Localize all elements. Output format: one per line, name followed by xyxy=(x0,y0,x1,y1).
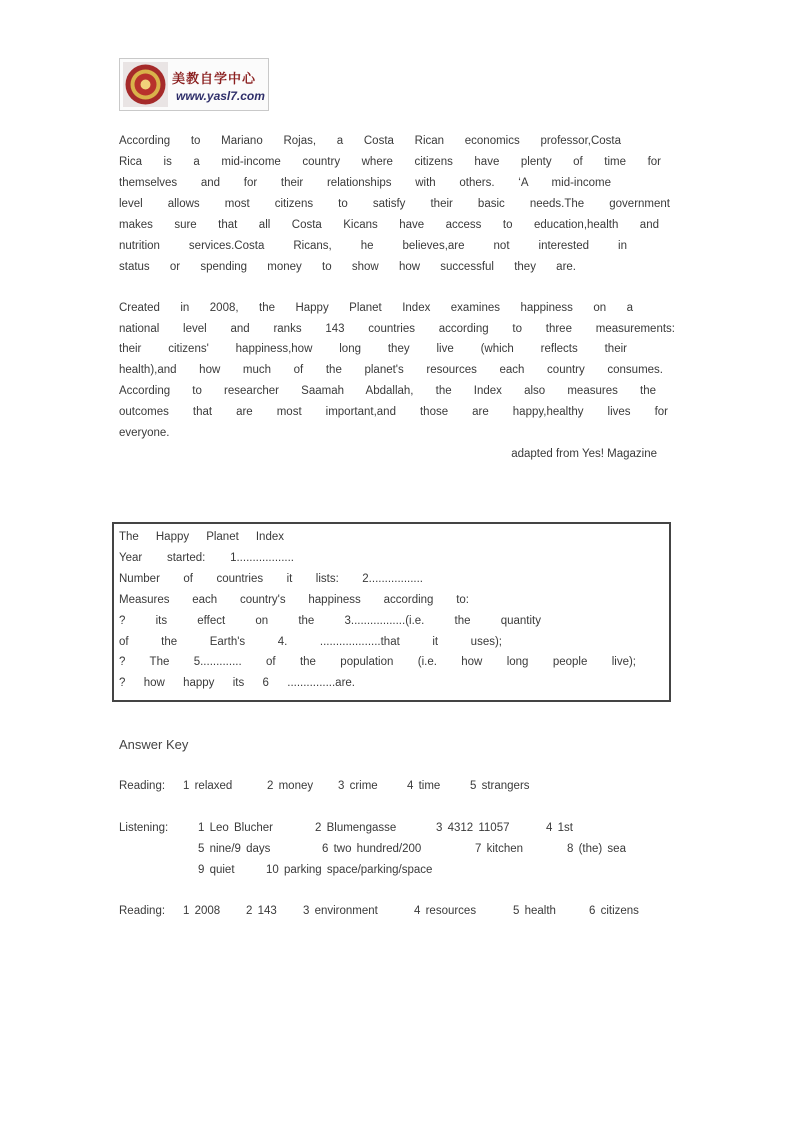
answer-key-heading: Answer Key xyxy=(119,737,189,752)
answer-item: 4 1st xyxy=(546,822,573,834)
passage-line: Created in 2008, the Happy Planet Index examines happiness on a xyxy=(119,302,633,314)
passage-line: health),and how much of the planet's resources each country consumes. xyxy=(119,364,663,376)
source-credit: adapted from Yes! Magazine xyxy=(511,448,657,460)
answer-item: 6 two hundred/200 xyxy=(322,843,422,855)
logo-chinese-text: 美教自学中心 xyxy=(172,72,257,87)
answer-label: Reading: xyxy=(119,905,166,917)
answer-item: 2 Blumengasse xyxy=(315,822,397,834)
answer-label: Reading: xyxy=(119,780,166,792)
answer-item: 2 143 xyxy=(246,905,277,917)
answer-item: 4 time xyxy=(407,780,441,792)
answer-item: 7 kitchen xyxy=(475,843,524,855)
passage-line: status or spending money to show how successful they are. xyxy=(119,261,576,273)
box-line: of the Earth's 4. ...................that it uses); xyxy=(119,636,502,648)
answer-item: 4 resources xyxy=(414,905,477,917)
answer-item: 5 strangers xyxy=(470,780,530,792)
box-line: ? The 5............. of the population (i.e. how long people live); xyxy=(119,656,636,668)
passage-line: nutrition services.Costa Ricans, he believes,are not interested in xyxy=(119,240,627,252)
answer-row-listening-1 xyxy=(119,818,573,839)
answer-item: 2 money xyxy=(267,780,314,792)
box-line: ? how happy its 6 ...............are. xyxy=(119,677,355,689)
answer-item: 1 2008 xyxy=(183,905,221,917)
passage-line: Rica is a mid-income country where citizens have plenty of time for xyxy=(119,156,661,168)
passage-line: themselves and for their relationships with others. ‘A mid-income xyxy=(119,177,611,189)
passage-line: everyone. xyxy=(119,427,170,439)
answer-item: 8 (the) sea xyxy=(567,843,626,855)
answer-item: 3 crime xyxy=(338,780,378,792)
box-title: The Happy Planet Index xyxy=(119,531,284,543)
passage-line: level allows most citizens to satisfy their basic needs.The government xyxy=(119,198,670,210)
answer-item: 5 nine/9 days xyxy=(198,843,271,855)
answer-label: Listening: xyxy=(119,822,169,834)
answer-item: 10 parking space/parking/space xyxy=(266,864,433,876)
passage-line: their citizens' happiness,how long they live (which reflects their xyxy=(119,343,627,355)
logo-url: www.yasl7.com xyxy=(176,89,265,103)
passage-line: outcomes that are most important,and those are happy,healthy lives for xyxy=(119,406,668,418)
seal-icon xyxy=(123,62,168,107)
box-line: Measures each country's happiness according to: xyxy=(119,594,469,606)
passage-line: national level and ranks 143 countries according to three measurements: xyxy=(119,323,675,335)
answer-item: 1 relaxed xyxy=(183,780,233,792)
answer-item: 3 4312 11057 xyxy=(436,822,510,834)
answer-item: 1 Leo Blucher xyxy=(198,822,273,834)
answer-row-reading-2 xyxy=(119,901,639,922)
answer-item: 5 health xyxy=(513,905,556,917)
answer-item: 6 citizens xyxy=(589,905,639,917)
answer-item: 9 quiet xyxy=(198,864,235,876)
answer-row-listening-3 xyxy=(198,860,432,881)
answer-row-listening-2 xyxy=(198,839,626,860)
box-line: Number of countries it lists: 2................. xyxy=(119,573,423,585)
box-line: Year started: 1.................. xyxy=(119,552,294,564)
box-line: ? its effect on the 3.................(i.e. the quantity xyxy=(119,615,541,627)
logo xyxy=(119,58,269,111)
answer-row-reading-1 xyxy=(119,776,530,797)
passage-line: According to Mariano Rojas, a Costa Rican economics professor,Costa xyxy=(119,135,621,147)
passage-line: According to researcher Saamah Abdallah, the Index also measures the xyxy=(119,385,656,397)
answer-item: 3 environment xyxy=(303,905,378,917)
passage-line: makes sure that all Costa Kicans have access to education,health and xyxy=(119,219,659,231)
